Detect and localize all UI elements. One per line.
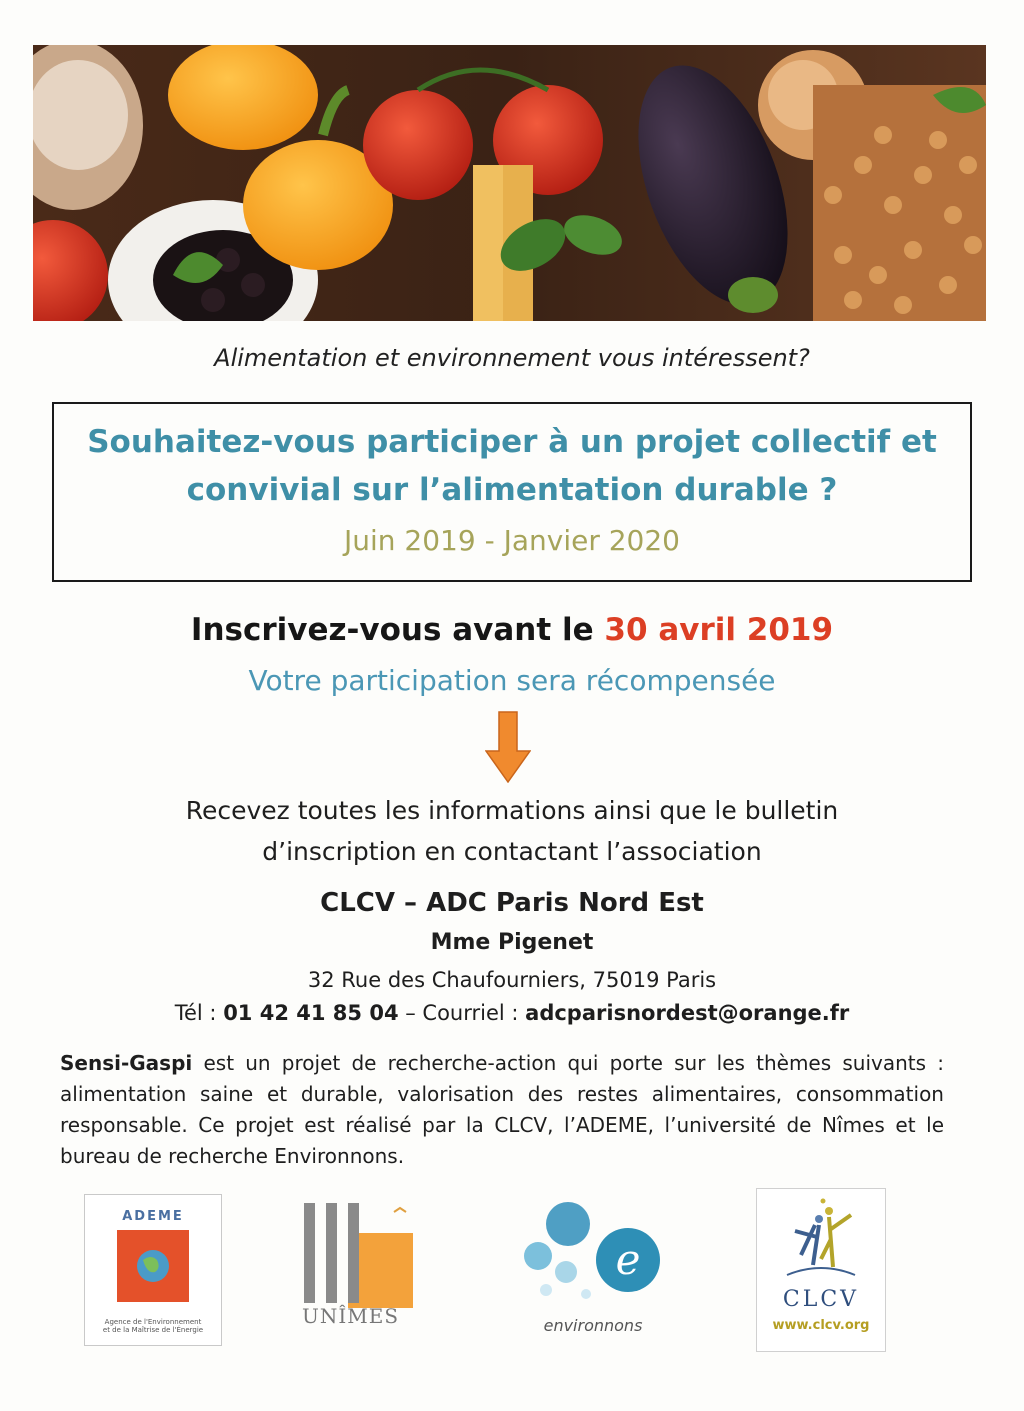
description-text: est un projet de recherche-action qui porte sur les thèmes suivants : alimentation saine et durable, valorisation des restes alimentaires, consommation responsable. Ce projet est réalisé par la CLCV, l’ADEME, l’université de Nîmes et le bureau de recherche Environnons.	[60, 1051, 944, 1168]
environnons-logo-name: environnons	[543, 1316, 643, 1335]
people-icon	[757, 1189, 885, 1289]
ademe-caption-2: et de la Maîtrise de l'Énergie	[102, 1326, 204, 1334]
reward-text: Votre participation sera récompensée	[248, 664, 776, 697]
deadline-prefix: Inscrivez-vous avant le	[190, 612, 605, 648]
clcv-logo-url: www.clcv.org	[772, 1318, 870, 1333]
contact-person: Mme Pigenet	[430, 930, 594, 955]
globe-icon	[117, 1230, 189, 1302]
question-box	[52, 402, 972, 582]
email-address: adcparisnordest@orange.fr	[525, 1001, 850, 1025]
ademe-logo-square	[117, 1230, 189, 1302]
env-letter: e	[615, 1235, 641, 1284]
question-text	[54, 418, 970, 514]
project-description	[60, 1048, 944, 1172]
clcv-logo-name: CLCV	[782, 1287, 860, 1312]
clcv-logo	[756, 1188, 886, 1352]
unimes-mark-icon	[298, 1198, 420, 1308]
info-text	[0, 790, 1024, 873]
down-arrow-icon	[485, 711, 531, 787]
contact-line	[0, 1001, 1024, 1025]
ademe-logo	[84, 1194, 222, 1346]
info-line-1: Recevez toutes les informations ainsi que le bulletin	[185, 796, 839, 825]
unimes-logo-name: UNÎMES	[302, 1304, 400, 1328]
environnons-logo	[518, 1198, 668, 1338]
project-dates: Juin 2019 - Janvier 2020	[344, 524, 680, 558]
project-name: Sensi-Gaspi	[60, 1051, 193, 1075]
deadline-date: 30 avril 2019	[604, 612, 834, 648]
bubbles-icon	[518, 1198, 668, 1308]
organization-name: CLCV – ADC Paris Nord Est	[320, 888, 704, 918]
address: 32 Rue des Chaufourniers, 75019 Paris	[307, 968, 717, 992]
unimes-logo	[298, 1198, 420, 1333]
ademe-logo-name: ADEME	[122, 1209, 184, 1224]
ademe-caption-1: Agence de l'Environnement	[104, 1318, 202, 1326]
question-line-2: convivial sur l’alimentation durable ?	[186, 472, 838, 509]
hero-food-photo	[33, 45, 986, 321]
tel-label: Tél :	[174, 1001, 224, 1025]
info-line-2: d’inscription en contactant l’association	[262, 837, 762, 867]
email-label: – Courriel :	[398, 1001, 526, 1025]
phone-number: 01 42 41 85 04	[223, 1001, 399, 1025]
question-line-1: Souhaitez-vous participer à un projet collectif et	[87, 424, 937, 460]
tagline: Alimentation et environnement vous intéressent?	[214, 344, 810, 372]
registration-deadline	[0, 612, 1024, 648]
